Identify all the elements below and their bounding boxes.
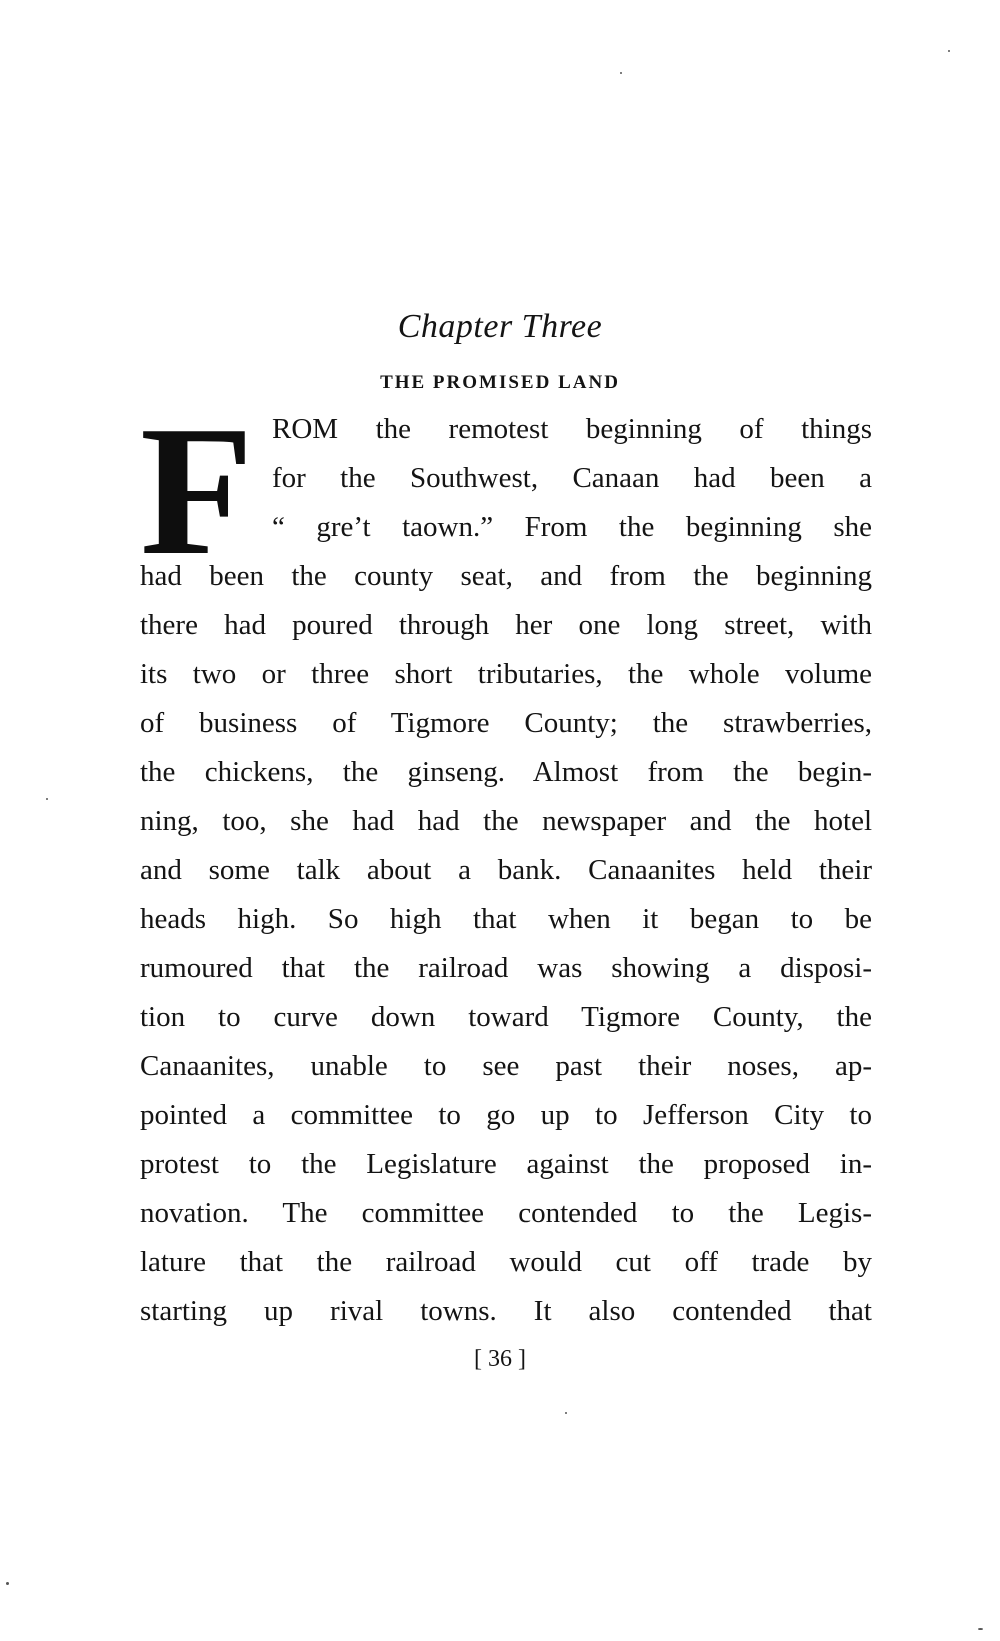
- text-line-11: heads high. So high that when it began to be: [140, 903, 872, 935]
- text-line-12: rumoured that the railroad was showing a disposi-: [140, 952, 872, 984]
- text-line-13: tion to curve down toward Tigmore County, the: [140, 1001, 872, 1033]
- text-line-17: novation. The committee contended to the Legis-: [140, 1197, 872, 1229]
- text-line-10: and some talk about a bank. Canaanites held their: [140, 854, 872, 886]
- page-number: [ 36 ]: [474, 1346, 526, 1372]
- paper-speck: [620, 72, 622, 74]
- paper-speck: [948, 50, 950, 52]
- paper-speck: [978, 1628, 983, 1630]
- text-line-15: pointed a committee to go up to Jefferson City to: [140, 1099, 872, 1131]
- text-line-19: starting up rival towns. It also contended that: [140, 1295, 872, 1327]
- chapter-title: THE PROMISED LAND: [380, 372, 620, 393]
- text-line-8: the chickens, the ginseng. Almost from the begin-: [140, 756, 872, 788]
- paper-speck: [565, 1412, 567, 1414]
- text-line-9: ning, too, she had had the newspaper and the hotel: [140, 805, 872, 837]
- drop-cap: F: [140, 388, 254, 594]
- paper-speck: [6, 1582, 9, 1585]
- text-line-3: “ gre’t taown.” From the beginning she: [272, 511, 872, 543]
- text-line-18: lature that the railroad would cut off trade by: [140, 1246, 872, 1278]
- text-line-5: there had poured through her one long street, with: [140, 609, 872, 641]
- text-line-16: protest to the Legislature against the proposed in-: [140, 1148, 872, 1180]
- text-line-1: ROM the remotest beginning of things: [272, 413, 872, 445]
- text-line-4: had been the county seat, and from the beginning: [140, 560, 872, 592]
- paper-speck: [46, 798, 48, 800]
- text-line-2: for the Southwest, Canaan had been a: [272, 462, 872, 494]
- text-line-14: Canaanites, unable to see past their noses, ap-: [140, 1050, 872, 1082]
- text-line-6: its two or three short tributaries, the whole volume: [140, 658, 872, 690]
- text-line-7: of business of Tigmore County; the strawberries,: [140, 707, 872, 739]
- chapter-heading: Chapter Three: [397, 308, 603, 345]
